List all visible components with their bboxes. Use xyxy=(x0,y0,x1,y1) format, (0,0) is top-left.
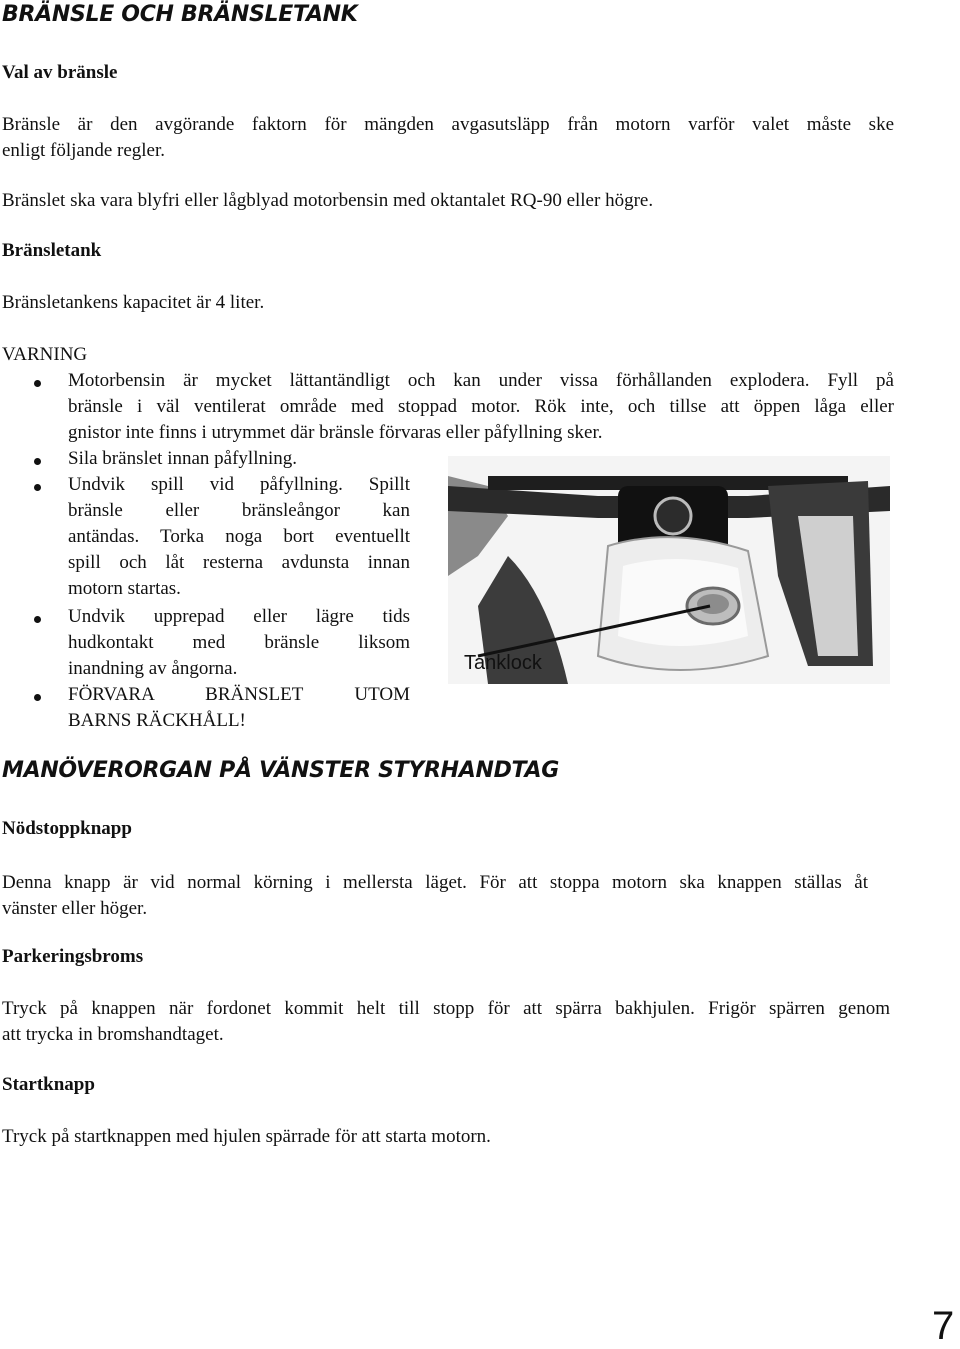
bullet1-line1: Motorbensin är mycket lättantändligt och kan under vissa förhållanden explodera. Fyll på xyxy=(68,370,894,391)
fuel-tank-photo xyxy=(448,456,890,684)
subheading-parking-brake: Parkeringsbroms xyxy=(2,946,144,967)
bullet-dot xyxy=(34,380,41,387)
paragraph-brake-line1: Tryck på knappen när fordonet kommit helt till stopp för att spärra bakhjulen. Frigör spärren genom xyxy=(2,998,890,1019)
fuel-tank-illustration xyxy=(448,456,890,684)
bullet1-line2: bränsle i väl ventilerat område med stoppad motor. Rök inte, och tillse att öppen låga eller xyxy=(68,396,894,417)
paragraph-stop-line2: vänster eller höger. xyxy=(2,898,148,919)
paragraph-fuel-line2: enligt följande regler. xyxy=(2,140,166,161)
subheading-emergency-stop: Nödstoppknapp xyxy=(2,818,132,839)
bullet-dot xyxy=(34,484,41,491)
bullet3-line1: Undvik spill vid påfyllning. Spillt xyxy=(68,474,410,495)
bullet2-line1: Sila bränslet innan påfyllning. xyxy=(68,448,298,469)
warning-title: VARNING xyxy=(2,344,88,365)
photo-caption: Tanklock xyxy=(464,652,542,674)
subheading-fuel-tank: Bränsletank xyxy=(2,240,102,261)
paragraph-tank-capacity: Bränsletankens kapacitet är 4 liter. xyxy=(2,292,265,313)
section-title-fuel: BRÄNSLE OCH BRÄNSLETANK xyxy=(2,2,358,27)
bullet3-line4: spill och låt resterna avdunsta innan xyxy=(68,552,410,573)
bullet3-line3: antändas. Torka noga bort eventuellt xyxy=(68,526,410,547)
bullet-dot xyxy=(34,458,41,465)
bullet-dot xyxy=(34,694,41,701)
bullet1-line3: gnistor inte finns i utrymmet där bränsle förvaras eller påfyllning sker. xyxy=(68,422,603,443)
page-number: 7 xyxy=(932,1304,955,1348)
bullet4-line2: hudkontakt med bränsle liksom xyxy=(68,632,410,653)
paragraph-start: Tryck på startknappen med hjulen spärrade för att starta motorn. xyxy=(2,1126,491,1147)
bullet3-line2: bränsle eller bränsleångor kan xyxy=(68,500,410,521)
paragraph-fuel-line1: Bränsle är den avgörande faktorn för mängden avgasutsläpp från motorn varför valet måste ske xyxy=(2,114,894,135)
bullet3-line5: motorn startas. xyxy=(68,578,181,599)
bullet5-line1: FÖRVARA BRÄNSLET UTOM xyxy=(68,684,410,705)
subheading-start-button: Startknapp xyxy=(2,1074,95,1095)
section-title-controls: MANÖVERORGAN PÅ VÄNSTER STYRHANDTAG xyxy=(2,758,560,783)
paragraph-brake-line2: att trycka in bromshandtaget. xyxy=(2,1024,224,1045)
paragraph-octane: Bränslet ska vara blyfri eller lågblyad motorbensin med oktantalet RQ-90 eller högre. xyxy=(2,190,654,211)
bullet4-line3: inandning av ångorna. xyxy=(68,658,238,679)
subheading-fuel-choice: Val av bränsle xyxy=(2,62,118,83)
bullet-dot xyxy=(34,616,41,623)
bullet5-line2: BARNS RÄCKHÅLL! xyxy=(68,710,246,731)
bullet4-line1: Undvik upprepad eller lägre tids xyxy=(68,606,410,627)
paragraph-stop-line1: Denna knapp är vid normal körning i mellersta läget. För att stoppa motorn ska knappen ställas åt xyxy=(2,872,868,893)
